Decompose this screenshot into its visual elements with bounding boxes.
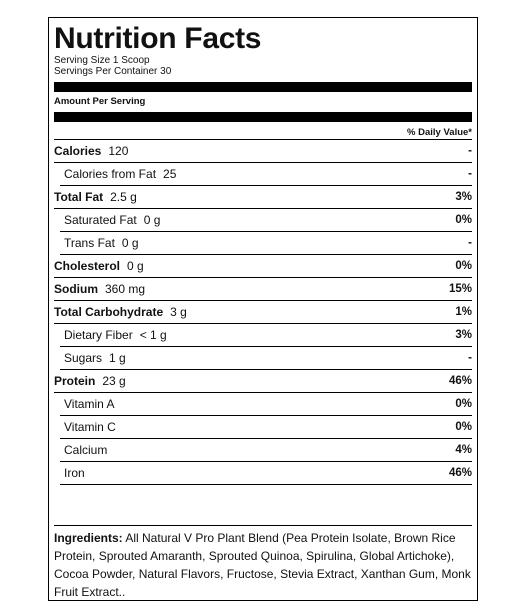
nutrient-amount: 1 g — [109, 351, 126, 365]
nutrient-left — [60, 167, 176, 181]
nutrient-name: Saturated Fat — [64, 213, 137, 227]
nutrient-row — [60, 209, 472, 232]
nutrient-daily-value: 15% — [448, 283, 472, 295]
nutrient-row — [60, 163, 472, 186]
nutrient-row — [60, 416, 472, 439]
nutrient-name: Cholesterol — [54, 259, 121, 273]
nutrient-left — [54, 144, 128, 158]
nutrient-amount: 25 — [163, 167, 177, 181]
servings-per-container: Servings Per Container 30 — [54, 66, 172, 77]
nutrient-name: Vitamin C — [64, 420, 116, 434]
ingredients-text: All Natural V Pro Plant Blend (Pea Protein Isolate, Brown Rice Protein, Sprouted Amaranth, Sprouted Quinoa, Spirulina, Global Artichoke), Cocoa Powder, Natural Flavors, Fructose, Stevia Extract, Xanthan Gum, Monk Fruit Extract.. — [54, 531, 471, 599]
nutrient-name: Trans Fat — [64, 236, 115, 250]
nutrient-daily-value: 46% — [448, 375, 472, 387]
nutrient-row — [60, 347, 472, 370]
nutrient-left — [54, 282, 145, 296]
nutrient-row — [60, 462, 472, 485]
nutrient-daily-value: 4% — [455, 444, 472, 456]
nutrient-left — [60, 236, 139, 250]
amount-per-serving-heading: Amount Per Serving — [54, 96, 146, 107]
nutrient-left — [60, 397, 114, 411]
nutrient-left — [60, 443, 107, 457]
nutrient-daily-value: 0% — [455, 260, 472, 272]
nutrient-daily-value: 46% — [448, 467, 472, 479]
nutrient-name: Sodium — [54, 282, 98, 296]
serving-size: Serving Size 1 Scoop — [54, 55, 150, 66]
nutrient-amount: 23 g — [102, 374, 126, 388]
thick-divider-top — [54, 82, 472, 92]
nutrient-rows — [54, 140, 472, 485]
nutrient-daily-value: - — [468, 352, 472, 364]
nutrient-daily-value: - — [468, 168, 472, 180]
nutrient-amount: 120 — [108, 144, 129, 158]
nutrient-name: Calcium — [64, 443, 108, 457]
nutrient-row — [60, 232, 472, 255]
ingredients-heading: Ingredients: — [54, 531, 123, 545]
nutrient-left — [54, 190, 137, 204]
nutrient-row — [60, 324, 472, 347]
nutrient-name: Total Carbohydrate — [54, 305, 164, 319]
nutrient-row — [54, 255, 472, 278]
nutrition-label — [48, 17, 478, 601]
nutrient-daily-value: 3% — [455, 329, 472, 341]
nutrient-left — [54, 374, 126, 388]
nutrient-daily-value: 0% — [455, 421, 472, 433]
nutrient-left — [60, 213, 160, 227]
nutrient-amount: 2.5 g — [110, 190, 137, 204]
nutrient-name: Total Fat — [54, 190, 104, 204]
nutrient-amount: 0 g — [127, 259, 144, 273]
nutrient-amount: < 1 g — [139, 328, 167, 342]
nutrient-left — [60, 328, 167, 342]
nutrient-amount: 0 g — [143, 213, 161, 227]
nutrient-amount: 0 g — [121, 236, 139, 250]
nutrient-name: Dietary Fiber — [64, 328, 133, 342]
nutrient-left — [54, 259, 144, 273]
nutrient-row — [54, 278, 472, 301]
daily-value-header: % Daily Value* — [54, 122, 472, 140]
nutrient-daily-value: 0% — [455, 214, 472, 226]
nutrient-name: Protein — [54, 374, 96, 388]
nutrient-row — [54, 301, 472, 324]
nutrient-daily-value: - — [468, 237, 472, 249]
label-title: Nutrition Facts — [54, 22, 262, 55]
nutrient-row — [60, 439, 472, 462]
nutrient-name: Vitamin A — [64, 397, 115, 411]
nutrient-row — [54, 140, 472, 163]
nutrition-panel — [54, 23, 472, 485]
nutrient-name: Sugars — [64, 351, 103, 365]
nutrient-daily-value: 3% — [455, 191, 472, 203]
nutrient-left — [60, 351, 126, 365]
nutrient-row — [60, 393, 472, 416]
nutrient-name: Iron — [64, 466, 85, 480]
nutrient-daily-value: 0% — [455, 398, 472, 410]
thick-divider-middle — [54, 112, 472, 122]
ingredients-block — [54, 525, 472, 601]
nutrient-left — [54, 305, 187, 319]
nutrient-row — [54, 186, 472, 209]
nutrient-daily-value: - — [468, 145, 472, 157]
nutrient-left — [60, 420, 116, 434]
nutrient-name: Calories from Fat — [64, 167, 157, 181]
nutrient-name: Calories — [54, 144, 102, 158]
nutrient-amount: 3 g — [170, 305, 187, 319]
nutrient-amount: 360 mg — [105, 282, 146, 296]
nutrient-row — [54, 370, 472, 393]
nutrient-left — [60, 466, 85, 480]
nutrient-daily-value: 1% — [455, 306, 472, 318]
